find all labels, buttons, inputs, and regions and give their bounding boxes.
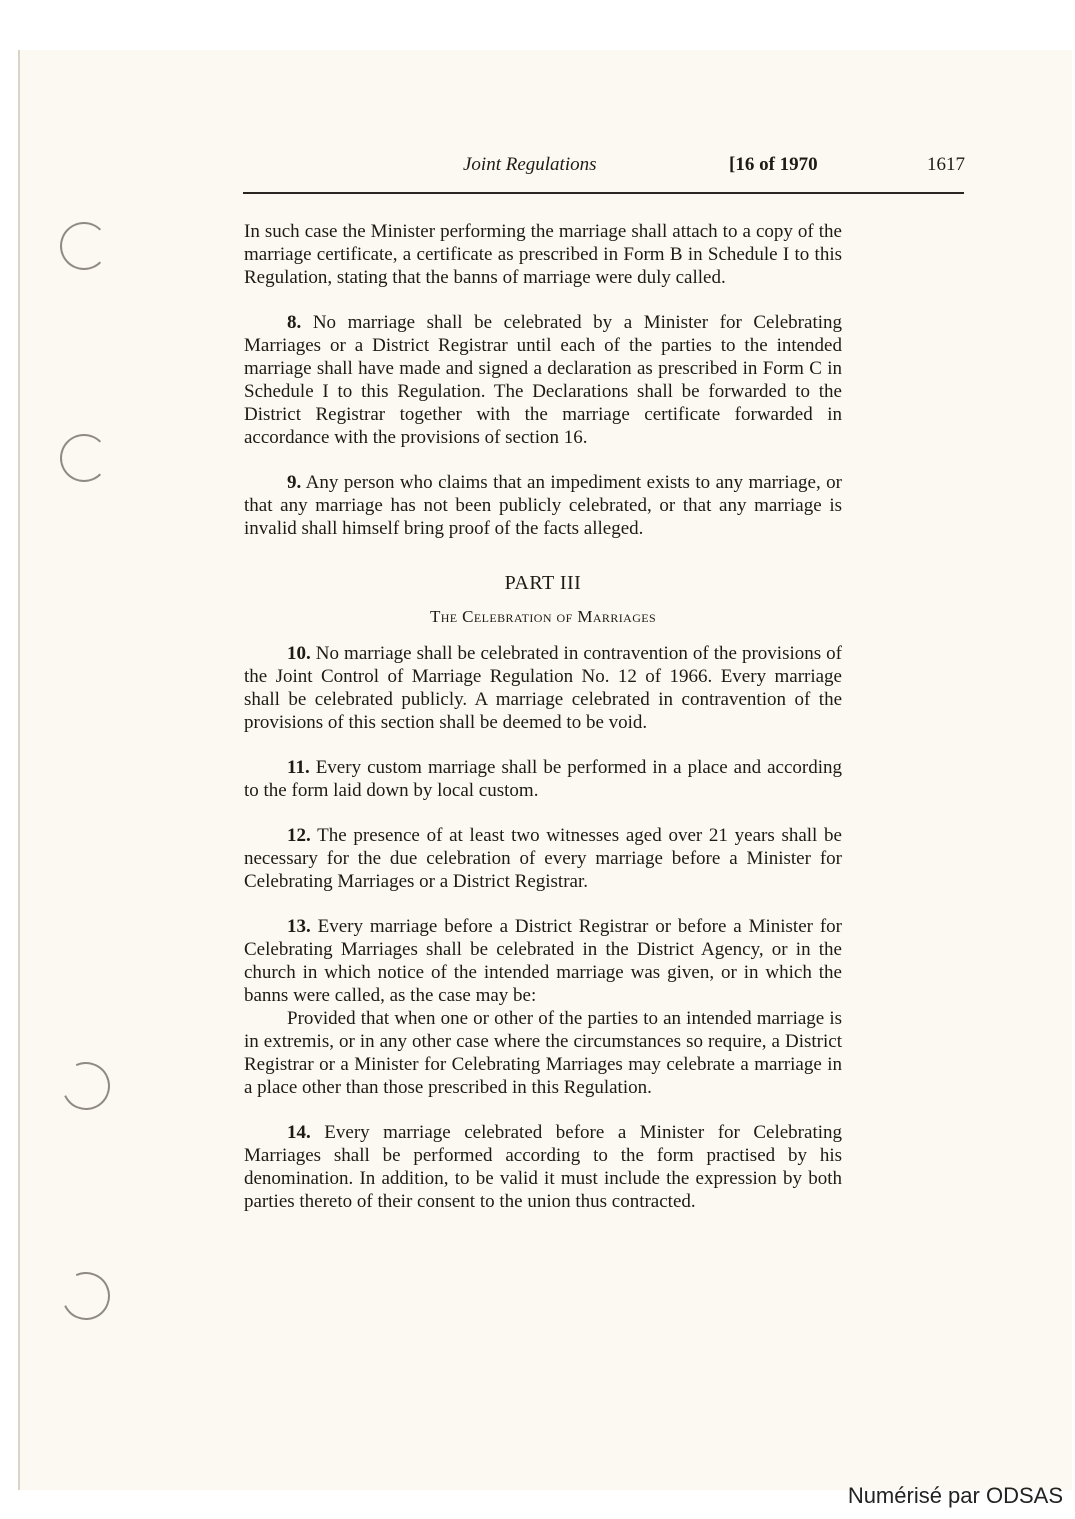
part-heading: PART III — [504, 572, 582, 594]
section-12 — [244, 824, 842, 893]
section-text: Every marriage celebrated before a Minister for Celebrating Marriages shall be performed according to the form practised by his denomination. In addition, to be valid it must include the expression by both parties thereto of their consent to the union thus contracted. — [244, 1122, 843, 1212]
section-text: The presence of at least two witnesses aged over 21 years shall be necessary for the due celebration of every marriage before a Minister for Celebrating Marriages or a District Registrar. — [244, 825, 842, 892]
page-number: 1617 — [927, 154, 965, 175]
section-14 — [244, 1121, 842, 1213]
section-text: Every custom marriage shall be performed in a place and according to the form laid down by local custom. — [244, 757, 842, 801]
section-10 — [244, 642, 842, 734]
section-13-proviso: Provided that when one or other of the parties to an intended marriage is in extremis, or in any other case where the circumstances so require, a District Registrar or a Minister for Celebrating Marriages may celebrate a marriage in a place other than those prescribed in this Regulation. — [244, 1008, 842, 1098]
section-number: 9. — [287, 472, 302, 493]
punch-hole-2 — [60, 434, 108, 482]
section-number: 11. — [287, 757, 310, 778]
running-title: Joint Regulations — [463, 154, 597, 175]
section-8 — [244, 311, 842, 449]
section-11 — [244, 756, 842, 802]
section-number: 13. — [287, 916, 311, 937]
section-number: 8. — [287, 312, 302, 333]
punch-hole-1 — [60, 222, 108, 270]
document-body — [244, 220, 842, 1213]
page-header — [243, 154, 965, 180]
section-13 — [244, 915, 842, 1007]
act-reference: [16 of 1970 — [729, 154, 818, 175]
part-subheading: The Celebration of Marriages — [429, 607, 657, 626]
section-text: No marriage shall be celebrated by a Minister for Celebrating Marriages or a District Registrar until each of the parties to the intended marriage shall have made and signed a declaration as prescribed in Form C in Schedule I to this Regulation. The Declarations shall be forwarded to the District Registrar together with the marriage certificate forwarded in accordance with the provisions of section 16. — [244, 312, 842, 448]
paragraph-intro: In such case the Minister performing the marriage shall attach to a copy of the marriage certificate, a certificate as prescribed in Form B in Schedule I to this Regulation, stating that the banns of marriage were duly called. — [244, 221, 842, 288]
section-text: Every marriage before a District Registrar or before a Minister for Celebrating Marriages shall be celebrated in the District Agency, or in the church in which notice of the intended marriage was given, or in which the banns were called, as the case may be: — [244, 916, 842, 1006]
section-number: 10. — [287, 643, 311, 664]
section-text: Any person who claims that an impediment exists to any marriage, or that any marriage has not been publicly celebrated, or that any marriage is invalid shall himself bring proof of the facts alleged. — [244, 472, 842, 539]
section-number: 14. — [287, 1122, 311, 1143]
section-9 — [244, 471, 842, 540]
header-rule — [243, 192, 964, 194]
digitization-stamp: Numérisé par ODSAS — [847, 1483, 1063, 1508]
section-number: 12. — [287, 825, 311, 846]
section-text: No marriage shall be celebrated in contravention of the provisions of the Joint Control of Marriage Regulation No. 12 of 1966. Every marriage shall be celebrated publicly. A marriage celebrated in contravention of the provisions of this section shall be deemed to be void. — [244, 643, 843, 733]
